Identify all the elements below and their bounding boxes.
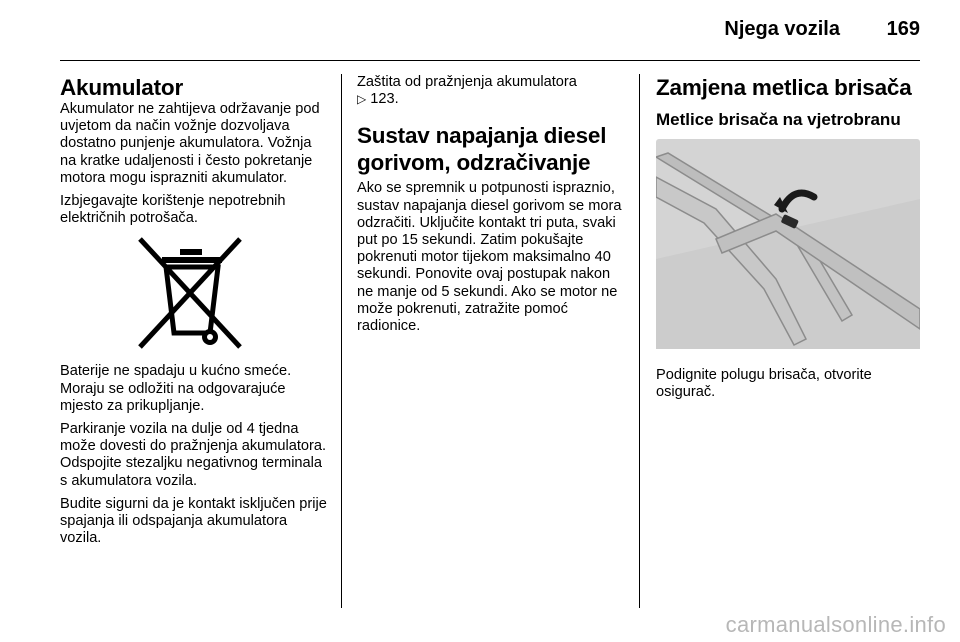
wiper-subheading: Metlice brisača na vjetrobranu <box>656 110 901 129</box>
battery-paragraph: Izbjegavajte korištenje nepotrebnih električnih potrošača. <box>60 193 286 227</box>
page-header <box>60 0 920 61</box>
discharge-protection-text: Zaštita od pražnjenja akumulatora <box>357 74 577 90</box>
column-divider <box>341 74 342 608</box>
diesel-heading: Sustav napajanja diesel gorivom, odzračivanje <box>357 123 607 176</box>
column-divider <box>639 74 640 608</box>
column-wiper <box>656 74 924 407</box>
column-battery <box>60 74 328 553</box>
wiper-caption: Podignite polugu brisača, otvorite osigurač. <box>656 367 872 401</box>
watermark: carmanualsonline.info <box>725 612 946 637</box>
battery-paragraph: Akumulator ne zahtijeva održavanje pod uvjetom da način vožnje dozvoljava dostatno punjenje akumulatora. Vožnja na kratke udaljenosti i često pokretanje motora mogu isprazniti akumulator. <box>60 101 320 186</box>
triangle-pointer-icon: ▷ <box>357 92 367 107</box>
page-number: 169 <box>886 18 920 40</box>
section-title: Njega vozila <box>724 18 840 40</box>
battery-paragraph: Budite sigurni da je kontakt isključen prije spajanja ili odspajanja akumulatora vozila. <box>60 495 327 547</box>
wiper-blade-illustration <box>656 139 920 349</box>
column-diesel <box>357 74 627 341</box>
battery-paragraph: Baterije ne spadaju u kućno smeće. Moraju se odložiti na odgovarajuće mjesto za prikupljanje. <box>60 363 292 414</box>
crossed-out-bin-icon <box>60 233 328 353</box>
battery-paragraph: Parkiranje vozila na dulje od 4 tjedna može dovesti do pražnjenja akumulatora. Odspojite stezaljku negativnog terminala s akumulatora vozila. <box>60 421 327 489</box>
diesel-paragraph: Ako se spremnik u potpunosti ispraznio, sustav napajanja diesel gorivom se mora odzračiti. Uključite kontakt tri puta, svaki put po 15 sekundi. Zatim pokušajte pokrenuti motor tijekom maksimalno 40 sekundi. Ponovite ovaj postupak nakon ne manje od 5 sekundi. Ako se motor ne može pokrenuti, zatražite pomoć radionice. <box>357 180 622 335</box>
page-reference: 123. <box>370 91 399 108</box>
battery-heading: Akumulator <box>60 75 184 100</box>
wiper-heading: Zamjena metlica brisača <box>656 75 912 100</box>
discharge-protection-ref <box>357 74 627 108</box>
